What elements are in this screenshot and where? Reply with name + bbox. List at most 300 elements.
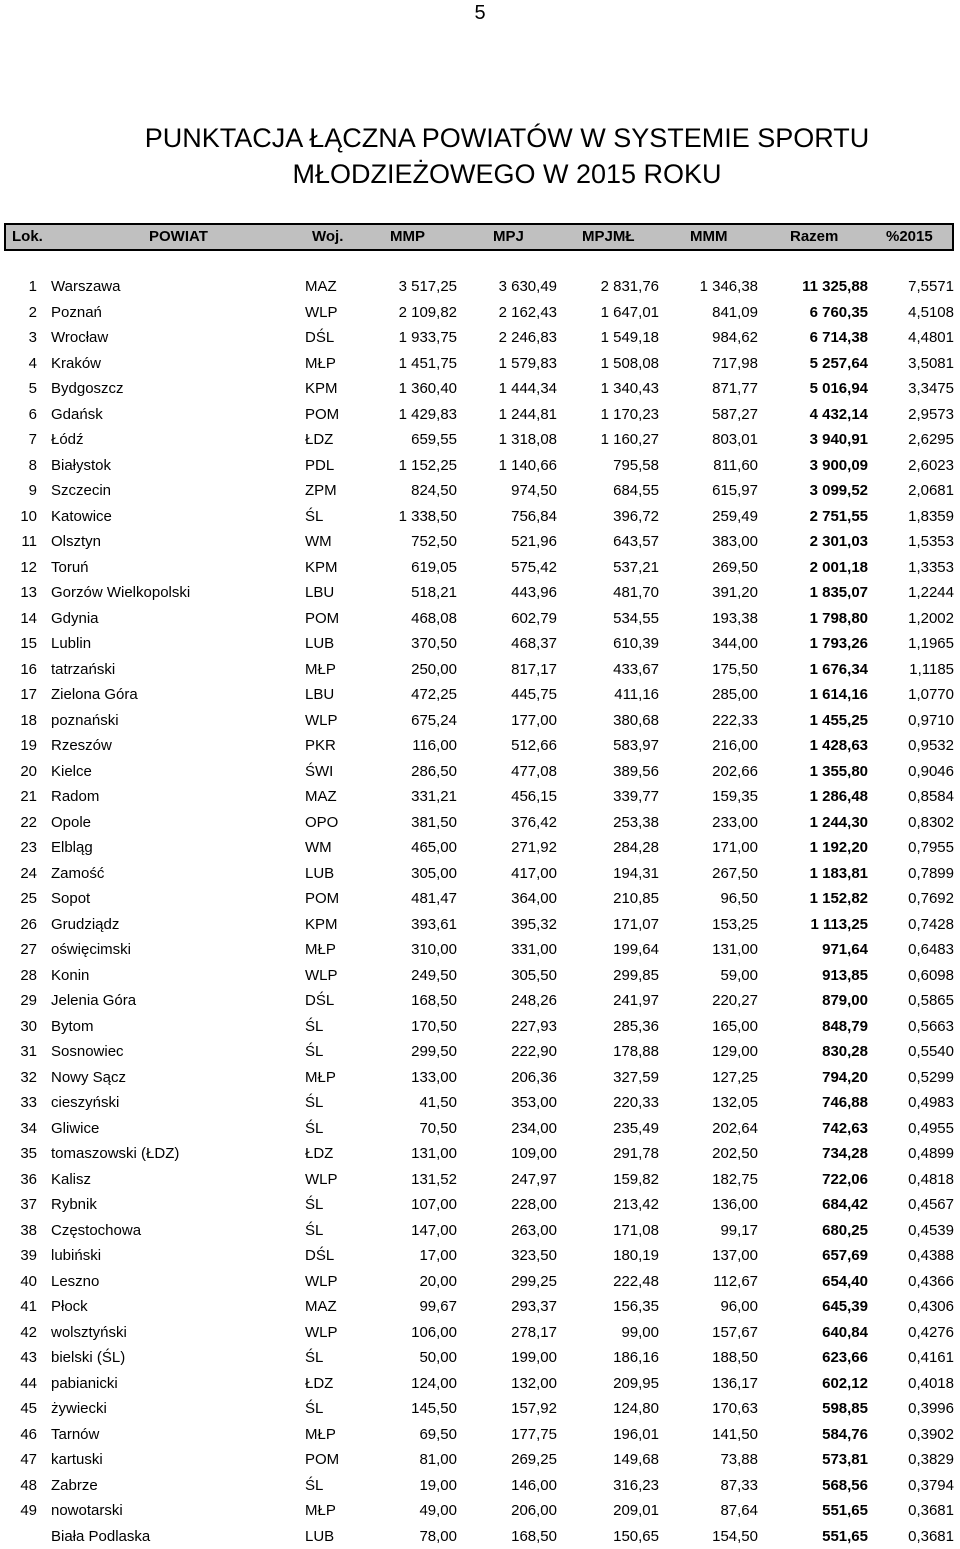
cell-mpj: 157,92: [511, 1400, 557, 1417]
cell-mmm: 202,50: [712, 1145, 758, 1162]
cell-woj: MŁP: [305, 1068, 336, 1086]
cell-mpjml: 196,01: [613, 1425, 659, 1443]
cell-powiat: lubiński: [51, 1247, 102, 1264]
table-row: [0, 988, 960, 1014]
cell-mmp: 41,50: [419, 1094, 457, 1111]
cell-razem: 3 099,52: [809, 482, 868, 499]
cell-lok: 4: [28, 354, 37, 372]
cell-razem: 1 793,26: [809, 635, 868, 652]
cell-mpj: 305,50: [511, 966, 557, 984]
cell-powiat: Grudziądz: [51, 915, 120, 933]
cell-lok: 42: [20, 1323, 37, 1341]
cell-woj: ŚL: [305, 1400, 324, 1417]
cell-mpjml: 411,16: [614, 686, 659, 703]
cell-mmm: 112,67: [713, 1272, 758, 1290]
cell-mmm: 233,00: [712, 813, 758, 831]
cell-mpj: 417,00: [511, 864, 557, 882]
cell-powiat: Wrocław: [51, 329, 109, 346]
cell-pct: 0,4161: [908, 1349, 954, 1366]
cell-lok: 18: [20, 711, 37, 729]
cell-mmm: 259,49: [712, 507, 758, 525]
cell-powiat: Tarnów: [51, 1425, 100, 1443]
cell-mpj: 756,84: [511, 507, 557, 525]
cell-mmp: 675,24: [411, 711, 457, 729]
cell-mpjml: 180,19: [613, 1247, 659, 1264]
cell-mmm: 984,62: [712, 329, 758, 346]
cell-pct: 0,4818: [908, 1170, 954, 1188]
cell-pct: 3,5081: [908, 354, 954, 372]
cell-woj: DŚL: [305, 1247, 335, 1264]
cell-mpj: 132,00: [511, 1374, 557, 1392]
cell-mpjml: 583,97: [613, 737, 659, 754]
header-mpjml: MPJMŁ: [582, 228, 635, 245]
cell-mpj: 1 318,08: [498, 431, 557, 448]
table-row: [0, 300, 960, 326]
cell-razem: 598,85: [822, 1400, 868, 1417]
cell-razem: 848,79: [822, 1017, 868, 1035]
cell-razem: 6 760,35: [809, 303, 868, 321]
cell-mpj: 248,26: [511, 992, 557, 1009]
cell-mmp: 49,00: [419, 1502, 457, 1519]
cell-razem: 645,39: [822, 1298, 868, 1315]
cell-woj: WLP: [305, 303, 338, 321]
cell-powiat: Kraków: [51, 354, 102, 372]
cell-mmm: 267,50: [712, 864, 758, 882]
cell-mmm: 344,00: [712, 635, 758, 652]
table-row: [0, 1243, 960, 1269]
table-row: [0, 555, 960, 581]
cell-mmp: 1 933,75: [398, 329, 457, 346]
cell-mpjml: 209,01: [613, 1502, 659, 1519]
cell-mpjml: 124,80: [613, 1400, 659, 1417]
cell-razem: 4 432,14: [809, 405, 868, 423]
cell-mmp: 481,47: [411, 890, 457, 907]
cell-powiat: Gdynia: [51, 609, 99, 627]
cell-pct: 3,3475: [908, 380, 954, 397]
cell-mpj: 512,66: [511, 737, 557, 754]
cell-mmp: 305,00: [411, 864, 457, 882]
table-row: [0, 351, 960, 377]
cell-mpjml: 481,70: [613, 584, 659, 601]
cell-pct: 0,4983: [908, 1094, 954, 1111]
cell-mmp: 170,50: [411, 1017, 457, 1035]
cell-powiat: Bytom: [51, 1017, 94, 1035]
cell-pct: 0,4018: [908, 1374, 954, 1392]
cell-pct: 2,0681: [908, 482, 954, 499]
cell-woj: LUB: [305, 864, 335, 882]
cell-woj: MAZ: [305, 278, 337, 295]
cell-mpjml: 209,95: [613, 1374, 659, 1392]
cell-mmp: 17,00: [419, 1247, 457, 1264]
cell-lok: 11: [21, 533, 37, 550]
cell-mpj: 468,37: [511, 635, 557, 652]
cell-mmm: 96,00: [720, 1298, 758, 1315]
cell-mmp: 99,67: [419, 1298, 457, 1315]
cell-lok: 34: [20, 1119, 37, 1137]
cell-mmm: 171,00: [712, 839, 758, 856]
cell-razem: 11 325,88: [802, 278, 868, 295]
cell-woj: KPM: [305, 915, 338, 933]
cell-razem: 1 152,82: [809, 890, 868, 907]
cell-mpjml: 380,68: [613, 711, 659, 729]
cell-mmp: 393,61: [411, 915, 457, 933]
cell-lok: 8: [28, 456, 37, 474]
cell-woj: MAZ: [305, 788, 337, 805]
header-woj: Woj.: [312, 228, 344, 245]
cell-razem: 3 900,09: [809, 456, 868, 474]
cell-mpj: 477,08: [511, 762, 557, 780]
table-row: [0, 402, 960, 428]
cell-powiat: Sopot: [51, 890, 91, 907]
table-row: [0, 1498, 960, 1524]
cell-mpj: 177,00: [511, 711, 557, 729]
cell-woj: ŚL: [305, 1196, 324, 1213]
cell-mmm: 383,00: [712, 533, 758, 550]
cell-mmm: 202,64: [712, 1119, 758, 1137]
cell-mpj: 222,90: [511, 1043, 557, 1060]
cell-mpj: 168,50: [511, 1527, 557, 1545]
cell-mpjml: 235,49: [613, 1119, 659, 1137]
cell-razem: 5 016,94: [809, 380, 868, 397]
cell-mpjml: 241,97: [613, 992, 659, 1009]
cell-razem: 1 355,80: [809, 762, 868, 780]
cell-mpjml: 194,31: [613, 864, 659, 882]
cell-razem: 654,40: [822, 1272, 868, 1290]
cell-powiat: Opole: [51, 813, 92, 831]
cell-lok: 32: [20, 1068, 37, 1086]
cell-powiat: nowotarski: [51, 1502, 123, 1519]
cell-razem: 6 714,38: [809, 329, 868, 346]
table-row: [0, 631, 960, 657]
cell-mmp: 106,00: [411, 1323, 457, 1341]
cell-razem: 657,69: [822, 1247, 868, 1264]
table-row: [0, 963, 960, 989]
cell-razem: 684,42: [822, 1196, 868, 1213]
cell-razem: 2 301,03: [809, 533, 868, 550]
cell-mpjml: 253,38: [613, 813, 659, 831]
cell-mmp: 131,00: [411, 1145, 457, 1162]
table-row: [0, 529, 960, 555]
cell-razem: 1 835,07: [809, 584, 868, 601]
cell-powiat: Białystok: [51, 456, 112, 474]
cell-powiat: tomaszowski (ŁDZ): [51, 1145, 180, 1162]
cell-mpjml: 389,56: [613, 762, 659, 780]
cell-powiat: Katowice: [51, 507, 112, 525]
cell-mmp: 116,00: [412, 737, 457, 754]
cell-pct: 0,3681: [908, 1527, 954, 1545]
cell-mmm: 129,00: [712, 1043, 758, 1060]
cell-pct: 0,4306: [908, 1298, 954, 1315]
cell-woj: ŁDZ: [305, 1374, 334, 1392]
cell-powiat: Gdańsk: [51, 405, 103, 423]
cell-razem: 1 244,30: [809, 813, 868, 831]
cell-razem: 1 455,25: [809, 711, 868, 729]
cell-powiat: Zielona Góra: [51, 686, 138, 703]
cell-pct: 0,6483: [908, 941, 954, 958]
table-row: [0, 1039, 960, 1065]
cell-woj: LUB: [305, 635, 335, 652]
cell-mpjml: 150,65: [613, 1527, 659, 1545]
cell-mpjml: 1 647,01: [600, 303, 659, 321]
cell-woj: DŚL: [305, 992, 335, 1009]
cell-woj: ŚL: [305, 1221, 324, 1239]
cell-mpjml: 537,21: [613, 558, 659, 576]
cell-powiat: Poznań: [51, 303, 102, 321]
table-row: [0, 1141, 960, 1167]
cell-pct: 4,5108: [908, 303, 954, 321]
cell-mmm: 269,50: [712, 558, 758, 576]
cell-lok: 13: [20, 584, 37, 601]
cell-powiat: żywiecki: [51, 1400, 107, 1417]
cell-mmp: 124,00: [411, 1374, 457, 1392]
cell-mpjml: 156,35: [613, 1298, 659, 1315]
cell-powiat: tatrzański: [51, 660, 116, 678]
title-line-2: MŁODZIEŻOWEGO W 2015 ROKU: [292, 159, 722, 189]
cell-mmp: 468,08: [411, 609, 457, 627]
cell-woj: WLP: [305, 1170, 338, 1188]
cell-mmm: 182,75: [712, 1170, 758, 1188]
cell-pct: 0,9046: [908, 762, 954, 780]
cell-powiat: oświęcimski: [51, 941, 132, 958]
cell-mmm: 165,00: [712, 1017, 758, 1035]
cell-mpj: 1 140,66: [498, 456, 557, 474]
cell-lok: 45: [20, 1400, 37, 1417]
cell-mpj: 575,42: [511, 558, 557, 576]
cell-razem: 1 614,16: [809, 686, 868, 703]
cell-mmp: 78,00: [419, 1527, 457, 1545]
cell-mpj: 3 630,49: [498, 278, 557, 295]
cell-mpjml: 1 160,27: [600, 431, 659, 448]
cell-mpj: 227,93: [511, 1017, 557, 1035]
cell-mmp: 381,50: [411, 813, 457, 831]
header-razem: Razem: [790, 228, 839, 245]
cell-razem: 1 183,81: [809, 864, 868, 882]
table-row: [0, 733, 960, 759]
cell-mmp: 19,00: [419, 1476, 457, 1494]
cell-powiat: Konin: [51, 966, 90, 984]
cell-mmp: 619,05: [411, 558, 457, 576]
cell-pct: 0,4899: [908, 1145, 954, 1162]
table-row: [0, 759, 960, 785]
cell-razem: 794,20: [822, 1068, 868, 1086]
cell-mmm: 87,64: [720, 1502, 758, 1519]
cell-razem: 830,28: [822, 1043, 868, 1060]
cell-mpjml: 643,57: [613, 533, 659, 550]
cell-lok: 44: [20, 1374, 37, 1392]
cell-mmp: 168,50: [411, 992, 457, 1009]
cell-razem: 742,63: [822, 1119, 868, 1137]
cell-lok: 15: [20, 635, 37, 652]
table-row: [0, 810, 960, 836]
cell-razem: 551,65: [822, 1527, 868, 1545]
cell-mpj: 974,50: [511, 482, 557, 499]
cell-woj: LBU: [305, 584, 335, 601]
cell-mpjml: 610,39: [613, 635, 659, 652]
cell-mmm: 141,50: [712, 1425, 758, 1443]
table-body: [0, 274, 960, 1549]
cell-lok: 35: [20, 1145, 37, 1162]
cell-mpjml: 684,55: [613, 482, 659, 499]
cell-mpjml: 210,85: [613, 890, 659, 907]
cell-mpj: 263,00: [511, 1221, 557, 1239]
cell-mmm: 193,38: [712, 609, 758, 627]
table-row: [0, 708, 960, 734]
cell-mmm: 391,20: [712, 584, 758, 601]
cell-mpj: 2 162,43: [498, 303, 557, 321]
cell-mpjml: 220,33: [613, 1094, 659, 1111]
cell-lok: 46: [20, 1425, 37, 1443]
cell-powiat: Rybnik: [51, 1196, 97, 1213]
table-row: [0, 657, 960, 683]
cell-mpjml: 149,68: [613, 1451, 659, 1468]
cell-pct: 1,8359: [908, 507, 954, 525]
cell-woj: ŚL: [305, 1094, 324, 1111]
cell-powiat: Leszno: [51, 1272, 100, 1290]
cell-pct: 1,1965: [908, 635, 954, 652]
cell-powiat: Lublin: [51, 635, 92, 652]
cell-mpjml: 199,64: [613, 941, 659, 958]
cell-mmm: 285,00: [712, 686, 758, 703]
cell-lok: 12: [20, 558, 37, 576]
cell-mmm: 220,27: [712, 992, 758, 1009]
cell-mpjml: 795,58: [613, 456, 659, 474]
cell-mmp: 1 451,75: [398, 354, 457, 372]
cell-mpjml: 1 170,23: [600, 405, 659, 423]
table-row: [0, 504, 960, 530]
cell-woj: ŚL: [305, 1349, 324, 1366]
cell-mmm: 717,98: [712, 354, 758, 372]
cell-razem: 1 192,20: [809, 839, 868, 856]
table-row: [0, 1371, 960, 1397]
cell-woj: POM: [305, 1451, 340, 1468]
cell-powiat: Bydgoszcz: [51, 380, 124, 397]
header-lok: Lok.: [12, 228, 43, 245]
cell-razem: 1 798,80: [809, 609, 868, 627]
cell-powiat: Biała Podlaska: [51, 1527, 151, 1545]
cell-powiat: Gorzów Wielkopolski: [51, 584, 191, 601]
cell-lok: 43: [20, 1349, 37, 1366]
cell-mpj: 247,97: [511, 1170, 557, 1188]
cell-powiat: Zamość: [51, 864, 105, 882]
table-row: [0, 1192, 960, 1218]
cell-mpjml: 222,48: [613, 1272, 659, 1290]
table-row: [0, 580, 960, 606]
page-title: [0, 120, 960, 192]
cell-mpjml: 1 508,08: [600, 354, 659, 372]
table-row: [0, 912, 960, 938]
cell-powiat: pabianicki: [51, 1374, 118, 1392]
cell-mpjml: 171,08: [613, 1221, 659, 1239]
cell-mmp: 107,00: [411, 1196, 457, 1213]
cell-pct: 0,8302: [908, 813, 954, 831]
cell-mmp: 133,00: [411, 1068, 457, 1086]
cell-lok: 3: [28, 329, 37, 346]
cell-mpj: 817,17: [511, 660, 557, 678]
cell-mmm: 132,05: [712, 1094, 758, 1111]
table-row: [0, 784, 960, 810]
header-mmm: MMM: [690, 228, 728, 245]
cell-razem: 1 428,63: [809, 737, 868, 754]
cell-mpj: 602,79: [511, 609, 557, 627]
cell-pct: 0,3794: [908, 1476, 954, 1494]
cell-mpjml: 291,78: [613, 1145, 659, 1162]
cell-mpjml: 299,85: [613, 966, 659, 984]
cell-mmp: 2 109,82: [398, 303, 457, 321]
cell-powiat: kartuski: [51, 1451, 103, 1468]
cell-lok: 23: [20, 839, 37, 856]
cell-pct: 4,4801: [908, 329, 954, 346]
cell-lok: 26: [20, 915, 37, 933]
cell-pct: 0,5540: [908, 1043, 954, 1060]
cell-powiat: poznański: [51, 711, 119, 729]
cell-mmp: 3 517,25: [398, 278, 457, 295]
cell-mmm: 871,77: [712, 380, 758, 397]
cell-pct: 0,5865: [908, 992, 954, 1009]
cell-lok: 30: [20, 1017, 37, 1035]
cell-powiat: Szczecin: [51, 482, 112, 499]
cell-woj: WM: [305, 533, 332, 550]
cell-mmm: 159,35: [712, 788, 758, 805]
cell-woj: POM: [305, 405, 340, 423]
cell-lok: 39: [20, 1247, 37, 1264]
cell-woj: MŁP: [305, 354, 336, 372]
cell-mmm: 73,88: [720, 1451, 758, 1468]
cell-mpj: 1 444,34: [498, 380, 557, 397]
cell-lok: 28: [20, 966, 37, 984]
cell-pct: 7,5571: [908, 278, 954, 295]
table-row: [0, 1422, 960, 1448]
cell-mmm: 136,17: [712, 1374, 758, 1392]
cell-razem: 913,85: [822, 966, 868, 984]
cell-razem: 5 257,64: [809, 354, 868, 372]
cell-woj: ZPM: [305, 482, 337, 499]
cell-lok: 40: [20, 1272, 37, 1290]
cell-mmp: 50,00: [419, 1349, 457, 1366]
cell-mpj: 269,25: [511, 1451, 557, 1468]
cell-mpj: 146,00: [511, 1476, 557, 1494]
cell-pct: 0,3902: [908, 1425, 954, 1443]
cell-pct: 0,4366: [908, 1272, 954, 1290]
cell-mpj: 521,96: [511, 533, 557, 550]
table-row: [0, 1345, 960, 1371]
cell-pct: 0,5663: [908, 1017, 954, 1035]
cell-razem: 623,66: [822, 1349, 868, 1366]
table-row: [0, 1090, 960, 1116]
cell-mpj: 206,36: [511, 1068, 557, 1086]
cell-razem: 722,06: [822, 1170, 868, 1188]
cell-mmp: 518,21: [411, 584, 457, 601]
cell-pct: 1,1185: [909, 660, 954, 678]
table-row: [0, 682, 960, 708]
table-row: [0, 1320, 960, 1346]
cell-mmp: 310,00: [411, 941, 457, 958]
cell-mmp: 250,00: [411, 660, 457, 678]
cell-woj: LBU: [305, 686, 335, 703]
cell-mpj: 2 246,83: [498, 329, 557, 346]
header-powiat: POWIAT: [149, 228, 208, 245]
cell-mpj: 206,00: [511, 1502, 557, 1519]
cell-woj: ŚWI: [305, 762, 334, 780]
cell-mmp: 69,50: [419, 1425, 457, 1443]
cell-pct: 0,4276: [908, 1323, 954, 1341]
cell-mmp: 147,00: [411, 1221, 457, 1239]
table-row: [0, 1473, 960, 1499]
cell-powiat: Warszawa: [51, 278, 121, 295]
cell-lok: 38: [20, 1221, 37, 1239]
cell-powiat: Radom: [51, 788, 100, 805]
cell-pct: 0,3829: [908, 1451, 954, 1468]
cell-woj: ŚL: [305, 1476, 324, 1494]
